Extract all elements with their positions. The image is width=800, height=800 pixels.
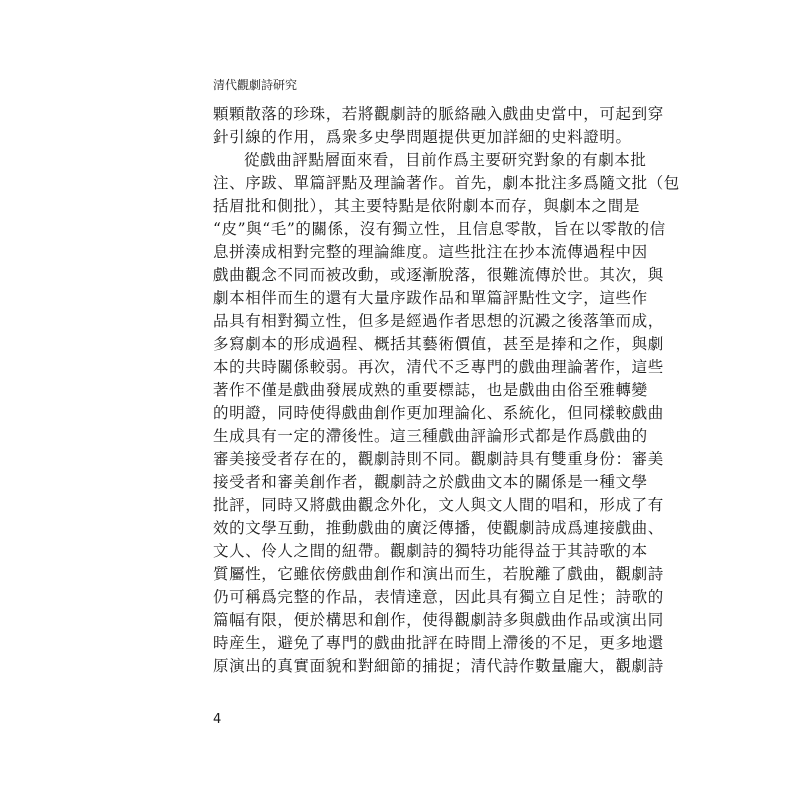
text-line: 著作不僅是戲曲發展成熟的重要標誌，也是戲曲由俗至雅轉變 [213,381,648,399]
text-line: 效的文學互動，推動戲曲的廣泛傳播，使觀劇詩成爲連接戲曲、 [213,519,664,537]
text-line: 息拼湊成相對完整的理論維度。這些批注在抄本流傳過程中因 [213,243,648,261]
running-head: 清代觀劇詩研究 [213,78,298,92]
text-line: 多寫劇本的形成過程、概括其藝術價值，甚至是捧和之作，與劇 [213,335,664,353]
text-line: 的明證，同時使得戲曲創作更加理論化、系統化，但同樣較戲曲 [213,404,664,422]
text-line: 劇本相伴而生的還有大量序跋作品和單篇評點性文字，這些作 [213,289,648,307]
text-line: 原演出的真實面貌和對細節的捕捉；清代詩作數量龐大，觀劇詩 [213,657,664,675]
text-line: 時産生，避免了專門的戲曲批評在時間上滯後的不足，更多地還 [213,634,664,652]
text-line: 注、序跋、單篇評點及理論著作。首先，劇本批注多爲隨文批（包 [213,174,680,192]
text-line: 審美接受者存在的，觀劇詩則不同。觀劇詩具有雙重身份：審美 [213,450,664,468]
text-line: 質屬性，它雖依傍戲曲創作和演出而生，若脫離了戲曲，觀劇詩 [213,565,664,583]
body-text [213,103,680,678]
text-line: 篇幅有限，便於構思和創作，使得觀劇詩多與戲曲作品或演出同 [213,611,664,629]
text-line: 本的共時關係較弱。再次，清代不乏專門的戲曲理論著作，這些 [213,358,664,376]
text-line: 括眉批和側批），其主要特點是依附劇本而存，與劇本之間是 [213,197,640,215]
text-line: 文人、伶人之間的紐帶。觀劇詩的獨特功能得益于其詩歌的本 [213,542,648,560]
text-line: 戲曲觀念不同而被改動，或逐漸脫落，很難流傳於世。其次，與 [213,266,664,284]
text-line: 生成具有一定的滯後性。這三種戲曲評論形式都是作爲戲曲的 [213,427,648,445]
text-line: 品具有相對獨立性，但多是經過作者思想的沉澱之後落筆而成， [213,312,664,330]
text-line: 接受者和審美創作者，觀劇詩之於戲曲文本的關係是一種文學 [213,473,648,491]
page-number: 4 [213,712,222,727]
text-line: 針引線的作用，爲衆多史學問題提供更加詳細的史料證明。 [213,128,632,146]
text-line: 批評，同時又將戲曲觀念外化，文人與文人間的唱和，形成了有 [213,496,664,514]
text-line: 顆顆散落的珍珠，若將觀劇詩的脈絡融入戲曲史當中，可起到穿 [213,105,664,123]
text-line: 仍可稱爲完整的作品，表情達意，因此具有獨立自足性；詩歌的 [213,588,664,606]
text-line: “皮”與“毛”的關係，沒有獨立性，且信息零散，旨在以零散的信 [213,220,666,238]
paragraph-first-line: 從戲曲評點層面來看，目前作爲主要研究對象的有劇本批 [244,151,647,169]
